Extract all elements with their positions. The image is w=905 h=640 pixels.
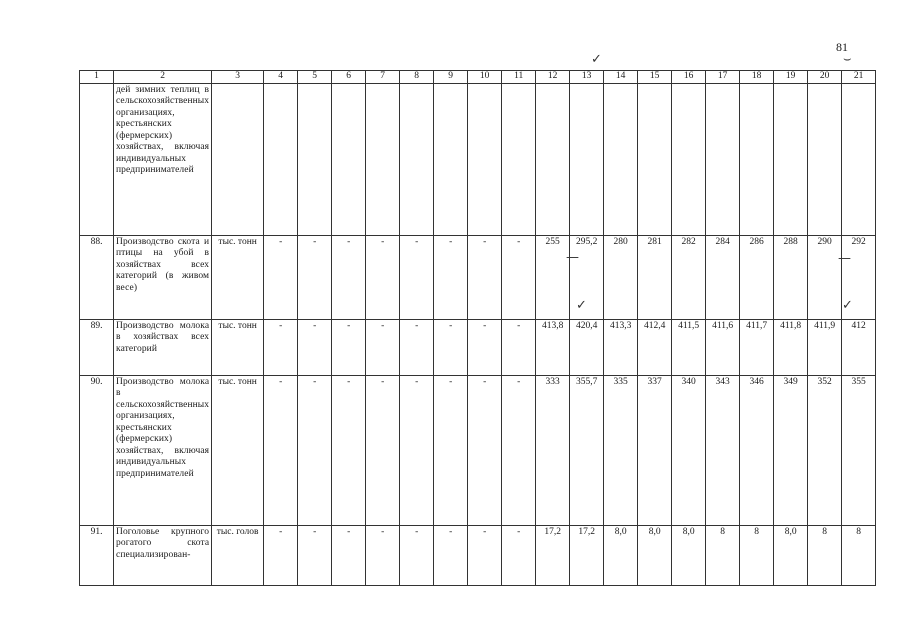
table-row [80, 83, 876, 235]
value-cell: 355,7 [570, 375, 604, 525]
column-header: 10 [468, 71, 502, 84]
indicator-name: Производство скота и птицы на убой в хозяйствах всех категорий (в живом весе) [114, 235, 212, 319]
value-cell: 295,2 [570, 235, 604, 319]
dash-mark-icon: — [838, 251, 851, 266]
unit-cell: тыс. голов [212, 525, 264, 585]
value-cell: - [332, 375, 366, 525]
value-cell: 280 [604, 235, 638, 319]
value-cell: 346 [740, 375, 774, 525]
column-header: 6 [332, 71, 366, 84]
value-cell [298, 83, 332, 235]
value-cell: 8,0 [604, 525, 638, 585]
row-number: 90. [80, 375, 114, 525]
value-cell: 411,8 [774, 319, 808, 375]
value-cell: 411,5 [672, 319, 706, 375]
value-cell: 8 [740, 525, 774, 585]
value-cell: - [366, 319, 400, 375]
value-cell: - [332, 525, 366, 585]
value-cell [638, 83, 672, 235]
value-cell: 413,8 [536, 319, 570, 375]
header-row [80, 71, 876, 84]
value-cell: 281 [638, 235, 672, 319]
value-cell: 8,0 [774, 525, 808, 585]
value-cell: 8,0 [638, 525, 672, 585]
value-cell: 355 [842, 375, 876, 525]
indicator-name: дей зимних теплиц в сельскохозяйственных организациях, крестьянских (фермерских) хозяйствах, включая индивидуальных предпринимателей [114, 83, 212, 235]
value-cell: - [468, 319, 502, 375]
table-row [80, 375, 876, 525]
value-cell: 8 [808, 525, 842, 585]
value-cell: - [264, 235, 298, 319]
column-header: 17 [706, 71, 740, 84]
column-header: 3 [212, 71, 264, 84]
checkmark-icon: ⌣ [843, 52, 852, 67]
value-cell: - [434, 375, 468, 525]
value-cell: 255 [536, 235, 570, 319]
column-header: 18 [740, 71, 774, 84]
value-cell: 290 [808, 235, 842, 319]
checkmark-icon: ✓ [591, 52, 602, 67]
value-cell: - [434, 319, 468, 375]
unit-cell [212, 83, 264, 235]
value-cell: 282 [672, 235, 706, 319]
table-row [80, 525, 876, 585]
data-table [79, 70, 876, 586]
value-cell [774, 83, 808, 235]
value-cell: - [366, 235, 400, 319]
page-number: 81 [836, 40, 848, 54]
table-row [80, 235, 876, 319]
row-number: 89. [80, 319, 114, 375]
value-cell: 343 [706, 375, 740, 525]
value-cell [264, 83, 298, 235]
value-cell: 284 [706, 235, 740, 319]
row-number: 91. [80, 525, 114, 585]
column-header: 12 [536, 71, 570, 84]
value-cell: - [468, 525, 502, 585]
value-cell: - [332, 235, 366, 319]
row-number [80, 83, 114, 235]
checkmark-icon: ✓ [842, 298, 853, 313]
value-cell: - [400, 525, 434, 585]
value-cell: 420,4 [570, 319, 604, 375]
value-cell: - [298, 235, 332, 319]
value-cell: 8 [842, 525, 876, 585]
column-header: 7 [366, 71, 400, 84]
value-cell: - [502, 525, 536, 585]
value-cell: - [264, 319, 298, 375]
value-cell: 337 [638, 375, 672, 525]
value-cell: - [298, 319, 332, 375]
column-header: 19 [774, 71, 808, 84]
value-cell: 352 [808, 375, 842, 525]
value-cell: - [434, 525, 468, 585]
column-header: 15 [638, 71, 672, 84]
column-header: 9 [434, 71, 468, 84]
value-cell: 8 [706, 525, 740, 585]
value-cell [332, 83, 366, 235]
column-header: 16 [672, 71, 706, 84]
value-cell: - [502, 235, 536, 319]
value-cell: - [502, 319, 536, 375]
value-cell: - [332, 319, 366, 375]
value-cell [672, 83, 706, 235]
unit-cell: тыс. тонн [212, 375, 264, 525]
value-cell [536, 83, 570, 235]
table-row [80, 319, 876, 375]
indicator-name: Поголовье крупного рогатого скота специализирован- [114, 525, 212, 585]
value-cell [570, 83, 604, 235]
value-cell [740, 83, 774, 235]
value-cell: 413,3 [604, 319, 638, 375]
unit-cell: тыс. тонн [212, 319, 264, 375]
value-cell: - [400, 319, 434, 375]
value-cell: - [298, 525, 332, 585]
value-cell: 286 [740, 235, 774, 319]
value-cell [842, 83, 876, 235]
value-cell [434, 83, 468, 235]
value-cell: - [264, 375, 298, 525]
column-header: 14 [604, 71, 638, 84]
column-header: 8 [400, 71, 434, 84]
value-cell: - [434, 235, 468, 319]
dash-mark-icon: — [566, 250, 579, 265]
column-header: 21 [842, 71, 876, 84]
value-cell: - [264, 525, 298, 585]
value-cell: 8,0 [672, 525, 706, 585]
value-cell: - [400, 375, 434, 525]
value-cell: 292 [842, 235, 876, 319]
value-cell [808, 83, 842, 235]
value-cell: - [468, 375, 502, 525]
column-header: 5 [298, 71, 332, 84]
row-number: 88. [80, 235, 114, 319]
value-cell: 340 [672, 375, 706, 525]
column-header: 20 [808, 71, 842, 84]
column-header: 2 [114, 71, 212, 84]
value-cell: 335 [604, 375, 638, 525]
value-cell [502, 83, 536, 235]
value-cell: 349 [774, 375, 808, 525]
value-cell: 17,2 [536, 525, 570, 585]
checkmark-icon: ✓ [576, 298, 587, 313]
value-cell: - [298, 375, 332, 525]
column-header: 11 [502, 71, 536, 84]
value-cell: 412 [842, 319, 876, 375]
unit-cell: тыс. тонн [212, 235, 264, 319]
value-cell: 411,9 [808, 319, 842, 375]
indicator-name: Производство молока в сельскохозяйственных организациях, крестьянских (фермерских) хозяйствах, включая индивидуальных предпринимателей [114, 375, 212, 525]
value-cell: - [468, 235, 502, 319]
column-header: 4 [264, 71, 298, 84]
column-header: 13 [570, 71, 604, 84]
value-cell [706, 83, 740, 235]
value-cell: - [366, 525, 400, 585]
value-cell: 411,7 [740, 319, 774, 375]
indicator-name: Производство молока в хозяйствах всех категорий [114, 319, 212, 375]
value-cell [604, 83, 638, 235]
value-cell: 333 [536, 375, 570, 525]
value-cell: 17,2 [570, 525, 604, 585]
value-cell: - [400, 235, 434, 319]
value-cell [400, 83, 434, 235]
value-cell [366, 83, 400, 235]
value-cell: - [502, 375, 536, 525]
value-cell [468, 83, 502, 235]
value-cell: 411,6 [706, 319, 740, 375]
value-cell: 412,4 [638, 319, 672, 375]
column-header: 1 [80, 71, 114, 84]
value-cell: 288 [774, 235, 808, 319]
value-cell: - [366, 375, 400, 525]
